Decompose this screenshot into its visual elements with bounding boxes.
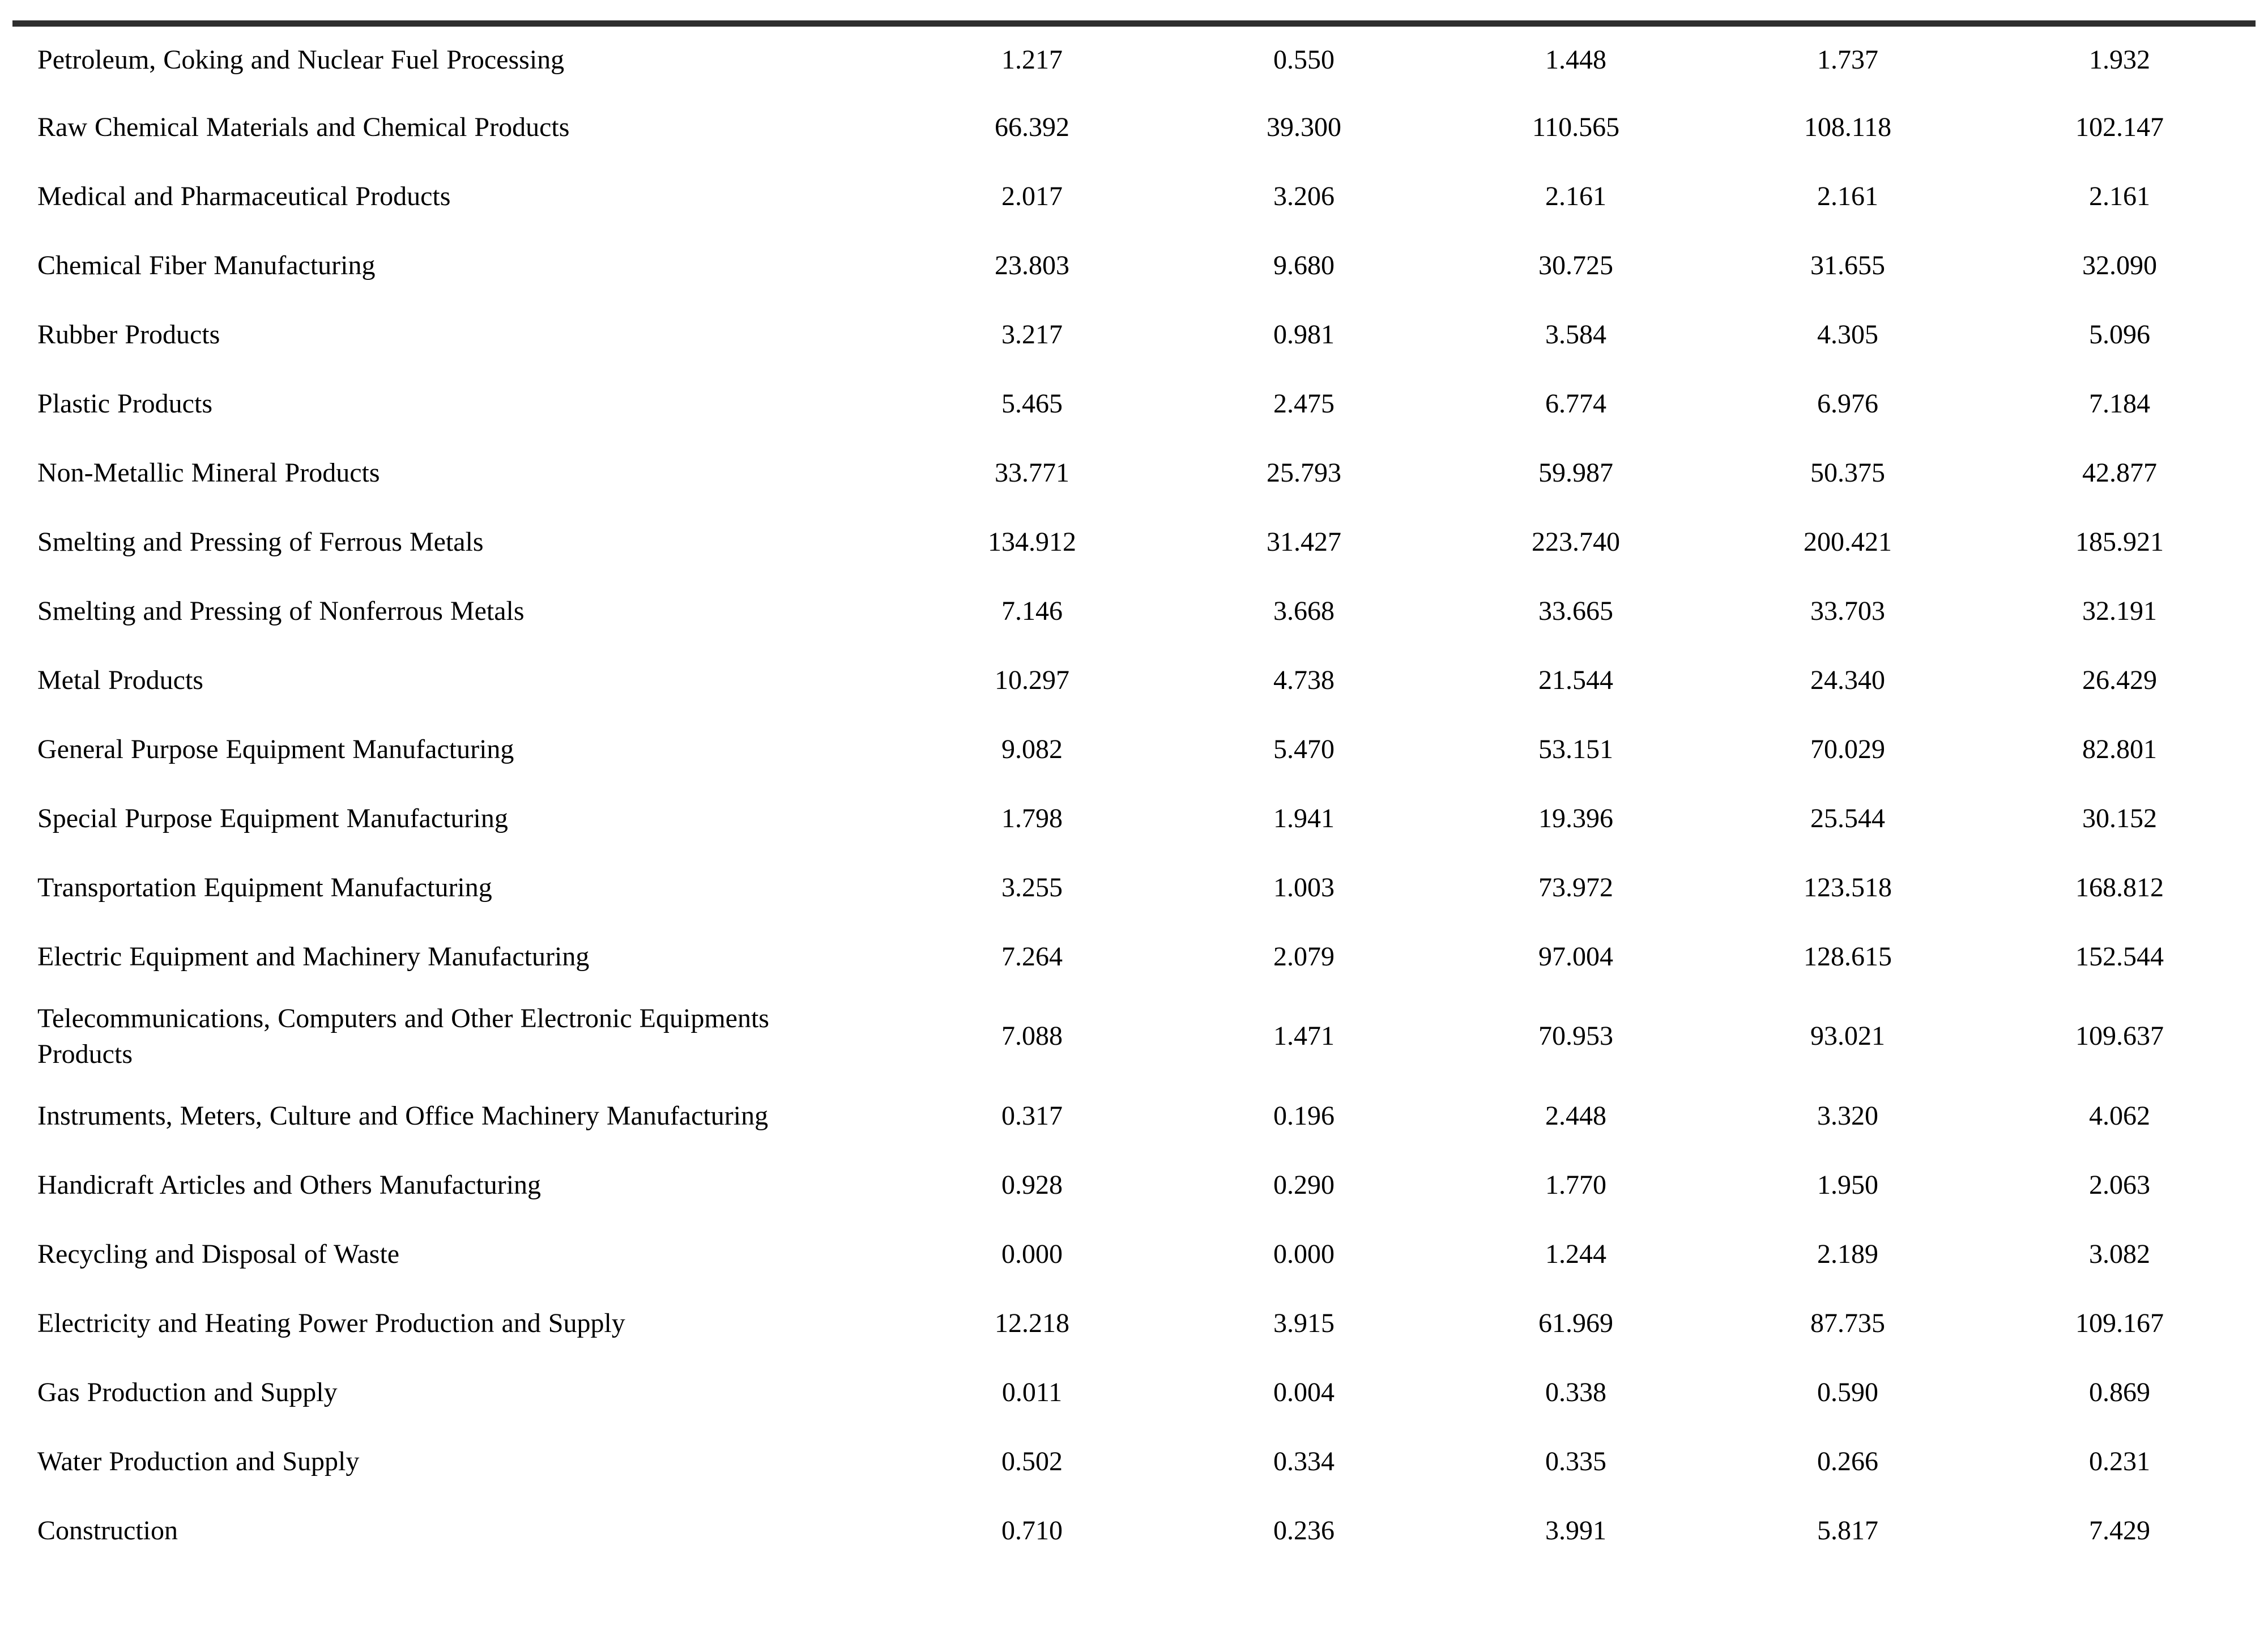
row-value: 42.877 [2082,457,2157,488]
row-value: 3.991 [1545,1515,1606,1546]
row-label: Water Production and Supply [37,1446,360,1476]
table-row [12,162,2256,231]
table-row [12,784,2256,853]
row-value: 31.427 [1267,526,1341,557]
row-value: 30.725 [1538,250,1613,280]
row-value: 1.950 [1817,1169,1878,1200]
row-value: 5.470 [1273,734,1335,764]
row-value: 200.421 [1804,526,1892,557]
table-row [12,93,2256,162]
row-label: Gas Production and Supply [37,1377,338,1407]
row-value: 53.151 [1538,734,1613,764]
row-label: Transportation Equipment Manufacturing [37,872,492,903]
industry-table-body [12,24,2256,1565]
table-row [12,231,2256,300]
table-row [12,577,2256,646]
row-value: 19.396 [1538,803,1613,833]
row-value: 23.803 [995,250,1069,280]
row-value: 7.146 [1001,595,1063,626]
table-row [12,1427,2256,1496]
table-row [12,646,2256,715]
row-label: Non-Metallic Mineral Products [37,457,380,488]
row-value: 0.981 [1273,319,1335,350]
row-value: 0.710 [1001,1515,1063,1546]
row-value: 1.798 [1001,803,1063,833]
row-label: Smelting and Pressing of Ferrous Metals [37,526,484,557]
row-value: 0.000 [1273,1239,1335,1269]
row-value: 0.928 [1001,1169,1063,1200]
row-value: 3.584 [1545,319,1606,350]
row-label: Medical and Pharmaceutical Products [37,181,451,211]
row-value: 97.004 [1538,941,1613,972]
row-value: 2.475 [1273,388,1335,419]
row-value: 1.737 [1817,44,1878,75]
row-label: Metal Products [37,665,203,695]
row-value: 73.972 [1538,872,1613,903]
row-value: 185.921 [2075,526,2164,557]
row-value: 5.465 [1001,388,1063,419]
table-row [12,991,2256,1082]
table-row [12,369,2256,439]
row-value: 3.206 [1273,181,1335,211]
row-value: 2.063 [2089,1169,2150,1200]
table-row [12,1496,2256,1565]
table-row [12,1081,2256,1150]
row-value: 1.941 [1273,803,1335,833]
row-value: 32.191 [2082,595,2157,626]
table-row [12,24,2256,93]
row-value: 109.167 [2075,1308,2164,1338]
row-value: 2.161 [1817,181,1878,211]
row-value: 66.392 [995,112,1069,142]
row-value: 24.340 [1810,665,1885,695]
table-row [12,922,2256,991]
row-value: 3.668 [1273,595,1335,626]
row-value: 6.774 [1545,388,1606,419]
row-value: 0.590 [1817,1377,1878,1407]
row-value: 0.231 [2089,1446,2150,1476]
row-value: 7.429 [2089,1515,2150,1546]
row-label: Plastic Products [37,388,212,419]
row-value: 109.637 [2075,1021,2164,1052]
row-value: 3.255 [1001,872,1063,903]
row-value: 7.184 [2089,388,2150,419]
row-value: 0.335 [1545,1446,1606,1476]
row-value: 2.161 [1545,181,1606,211]
row-value: 6.976 [1817,388,1878,419]
row-value: 0.290 [1273,1169,1335,1200]
row-label: Instruments, Meters, Culture and Office Machinery Manufacturing [37,1100,769,1131]
row-value: 4.305 [1817,319,1878,350]
row-value: 87.735 [1810,1308,1885,1338]
row-value: 4.062 [2089,1100,2150,1131]
row-value: 31.655 [1810,250,1885,280]
row-value: 152.544 [2075,941,2164,972]
row-label: Telecommunications, Computers and Other Electronic Equipments Products [37,1003,769,1069]
table-row [12,508,2256,577]
row-label: Petroleum, Coking and Nuclear Fuel Processing [37,44,565,75]
row-value: 50.375 [1810,457,1885,488]
row-value: 0.000 [1001,1239,1063,1269]
table-row [12,1219,2256,1288]
row-label: Electricity and Heating Power Production and Supply [37,1308,625,1338]
table-row [12,853,2256,922]
row-value: 102.147 [2075,112,2164,142]
row-value: 9.680 [1273,250,1335,280]
row-value: 1.003 [1273,872,1335,903]
row-value: 21.544 [1538,665,1613,695]
row-value: 0.236 [1273,1515,1335,1546]
row-value: 59.987 [1538,457,1613,488]
row-label: Raw Chemical Materials and Chemical Products [37,112,570,142]
table-row [12,439,2256,508]
row-value: 2.448 [1545,1100,1606,1131]
row-label: Recycling and Disposal of Waste [37,1239,400,1269]
row-value: 0.011 [1001,1377,1063,1407]
row-value: 1.770 [1545,1169,1606,1200]
row-value: 2.161 [2089,181,2150,211]
row-label: Smelting and Pressing of Nonferrous Metals [37,595,525,626]
row-value: 0.317 [1001,1100,1063,1131]
paper-table-page [0,20,2268,1647]
row-value: 33.771 [995,457,1069,488]
row-value: 26.429 [2082,665,2157,695]
row-value: 30.152 [2082,803,2157,833]
row-value: 2.017 [1001,181,1063,211]
row-value: 1.471 [1273,1021,1335,1052]
table-row [12,300,2256,369]
row-label: Electric Equipment and Machinery Manufacturing [37,941,590,972]
row-value: 2.079 [1273,941,1335,972]
row-value: 108.118 [1804,112,1892,142]
row-label: General Purpose Equipment Manufacturing [37,734,514,764]
row-value: 4.738 [1273,665,1335,695]
row-value: 1.244 [1545,1239,1606,1269]
row-value: 33.703 [1810,595,1885,626]
row-value: 3.082 [2089,1239,2150,1269]
row-value: 33.665 [1538,595,1613,626]
industry-data-table [12,20,2256,1565]
row-label: Special Purpose Equipment Manufacturing [37,803,508,833]
row-value: 25.793 [1267,457,1341,488]
row-value: 0.550 [1273,44,1335,75]
row-label: Chemical Fiber Manufacturing [37,250,376,280]
table-row [12,1288,2256,1357]
row-value: 10.297 [995,665,1069,695]
row-value: 0.004 [1273,1377,1335,1407]
row-value: 128.615 [1804,941,1892,972]
row-value: 0.338 [1545,1377,1606,1407]
row-value: 223.740 [1532,526,1620,557]
row-value: 39.300 [1267,112,1341,142]
row-value: 0.266 [1817,1446,1878,1476]
row-value: 110.565 [1532,112,1620,142]
row-value: 1.932 [2089,44,2150,75]
row-value: 168.812 [2075,872,2164,903]
row-value: 3.217 [1001,319,1063,350]
row-value: 3.915 [1273,1308,1335,1338]
row-value: 1.448 [1545,44,1606,75]
row-value: 0.502 [1001,1446,1063,1476]
row-value: 5.817 [1817,1515,1878,1546]
row-value: 5.096 [2089,319,2150,350]
row-label: Construction [37,1515,178,1546]
row-value: 93.021 [1810,1021,1885,1052]
row-value: 61.969 [1538,1308,1613,1338]
table-row [12,1150,2256,1219]
row-value: 7.088 [1001,1021,1063,1052]
row-value: 70.953 [1538,1021,1613,1052]
row-value: 7.264 [1001,941,1063,972]
row-value: 12.218 [995,1308,1069,1338]
table-row [12,1357,2256,1427]
row-value: 32.090 [2082,250,2157,280]
row-label: Handicraft Articles and Others Manufacturing [37,1169,542,1200]
row-value: 9.082 [1001,734,1063,764]
row-value: 0.869 [2089,1377,2150,1407]
row-label: Rubber Products [37,319,220,350]
row-value: 123.518 [1804,872,1892,903]
row-value: 3.320 [1817,1100,1878,1131]
row-value: 0.196 [1273,1100,1335,1131]
row-value: 82.801 [2082,734,2157,764]
row-value: 1.217 [1001,44,1063,75]
row-value: 0.334 [1273,1446,1335,1476]
row-value: 25.544 [1810,803,1885,833]
table-row [12,715,2256,784]
row-value: 134.912 [988,526,1076,557]
row-value: 70.029 [1810,734,1885,764]
row-value: 2.189 [1817,1239,1878,1269]
